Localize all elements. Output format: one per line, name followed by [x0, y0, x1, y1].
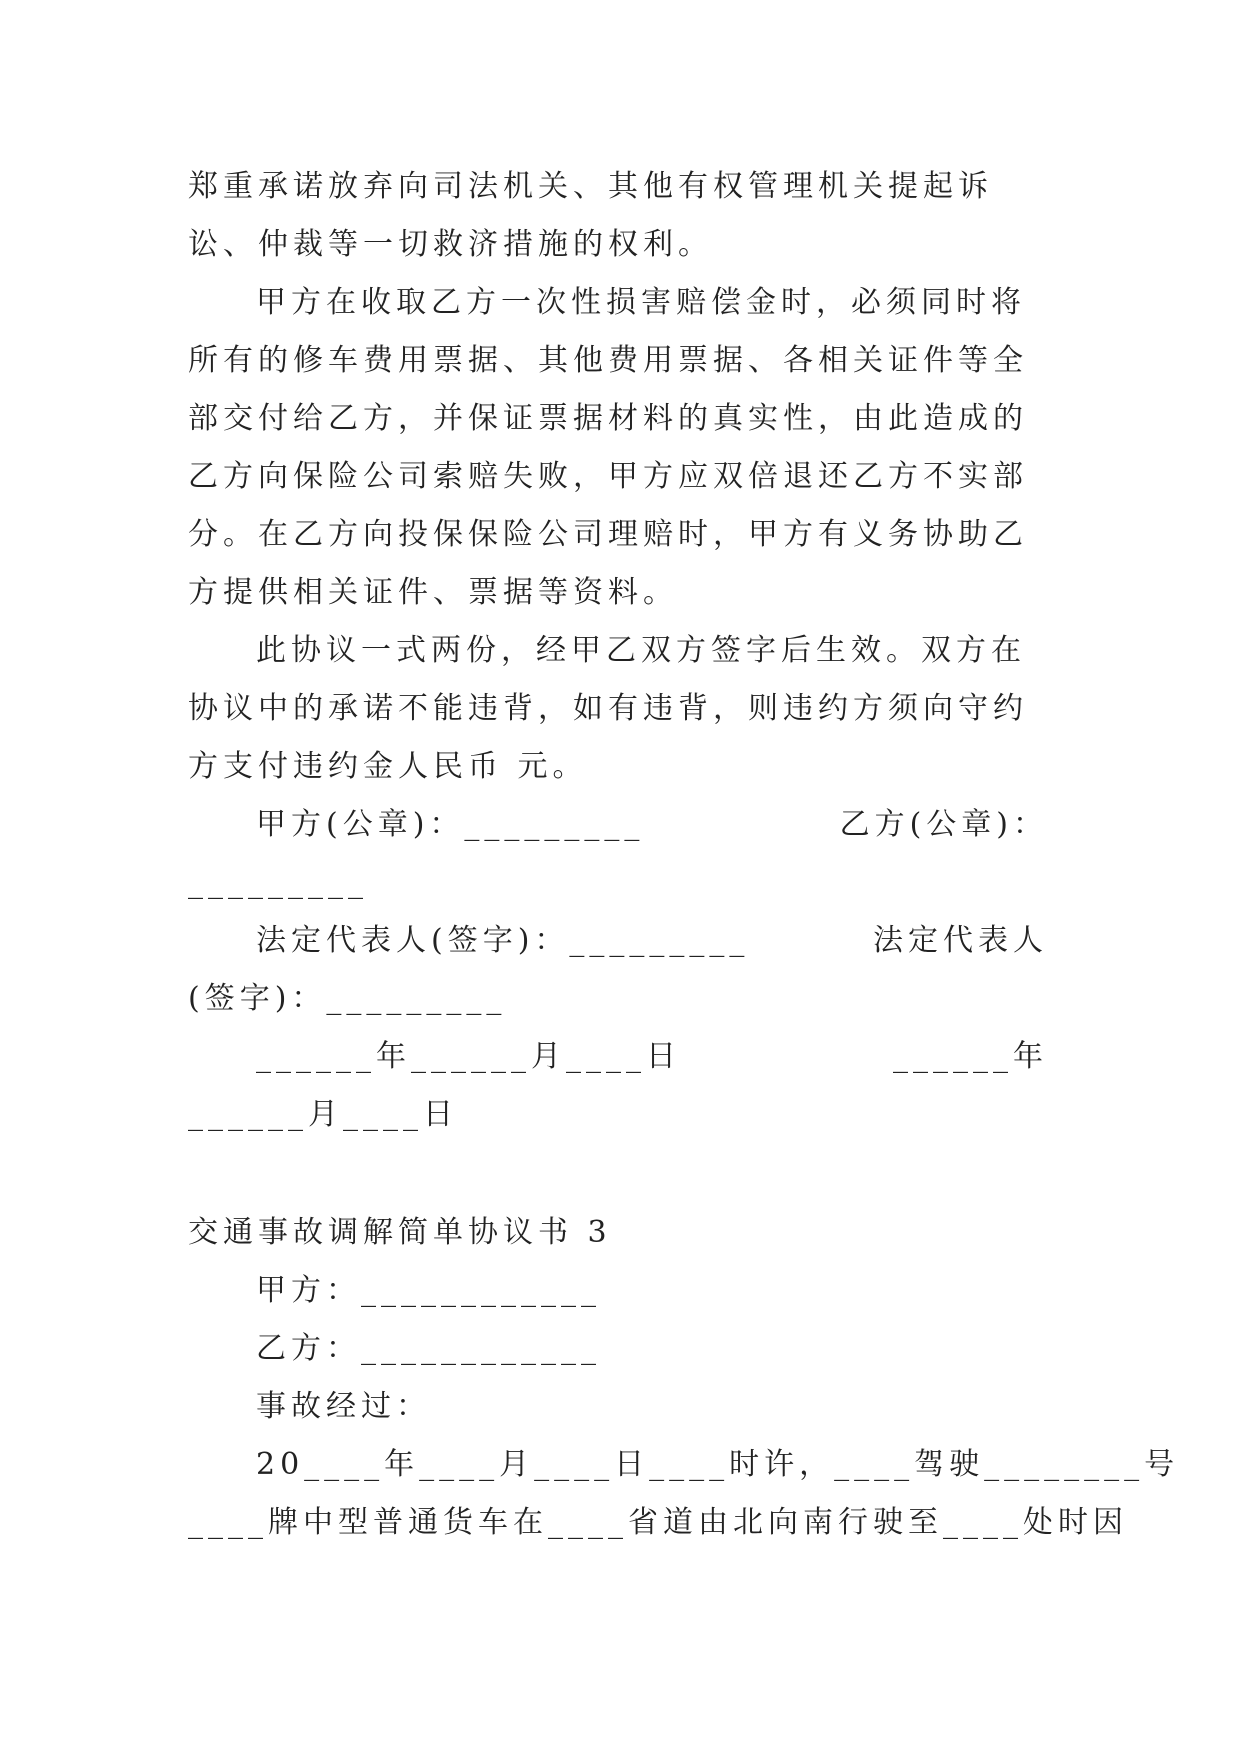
- date-row: [188, 1028, 1048, 1086]
- accident-line-1: 20____年____月____日____时许，____驾驶________号: [256, 1447, 1180, 1482]
- party-b-representative-blank: (签字)：_________: [188, 981, 507, 1016]
- party-a-field: 甲方：____________: [256, 1273, 601, 1308]
- party-a-seal: 甲方(公章)：_________: [256, 807, 645, 842]
- party-b-field: 乙方：____________: [256, 1331, 601, 1366]
- paragraph-effectiveness: 此协议一式两份，经甲乙双方签字后生效。双方在协议中的承诺不能违背，如有违背，则违约方须向守约方支付违约金人民币 元。: [188, 633, 1028, 784]
- representative-row-continued: [188, 970, 1048, 1028]
- seal-row-continued: [188, 854, 1048, 912]
- party-a-date: ______年______月____日: [256, 1039, 681, 1074]
- document-body: [188, 158, 1180, 1552]
- accident-label: 事故经过：: [256, 1389, 431, 1424]
- party-b-seal-blank: _________: [188, 865, 368, 900]
- section-title: 交通事故调解简单协议书 3: [188, 1215, 612, 1250]
- party-b-representative: 法定代表人: [873, 923, 1048, 958]
- accident-line-2: ____牌中型普通货车在____省道由北向南行驶至____处时因: [188, 1505, 1128, 1540]
- paragraph-payment-terms: 甲方在收取乙方一次性损害赔偿金时，必须同时将所有的修车费用票据、其他费用票据、各相关证件等全部交付给乙方，并保证票据材料的真实性，由此造成的乙方向保险公司索赔失败，甲方应双倍退还乙方不实部分。在乙方向投保保险公司理赔时，甲方有义务协助乙方提供相关证件、票据等资料。: [188, 285, 1028, 610]
- section-spacer: [188, 1144, 1048, 1204]
- representative-row: [188, 912, 1048, 970]
- party-b-date: ______年: [893, 1039, 1048, 1074]
- party-a-representative: 法定代表人(签字)：_________: [256, 923, 750, 958]
- date-row-continued: [188, 1086, 1048, 1144]
- party-b-date-blank: ______月____日: [188, 1097, 458, 1132]
- party-b-seal: 乙方(公章)：: [839, 807, 1048, 842]
- paragraph-waiver: 郑重承诺放弃向司法机关、其他有权管理机关提起诉讼、仲裁等一切救济措施的权利。: [188, 169, 993, 262]
- seal-row: [188, 796, 1048, 854]
